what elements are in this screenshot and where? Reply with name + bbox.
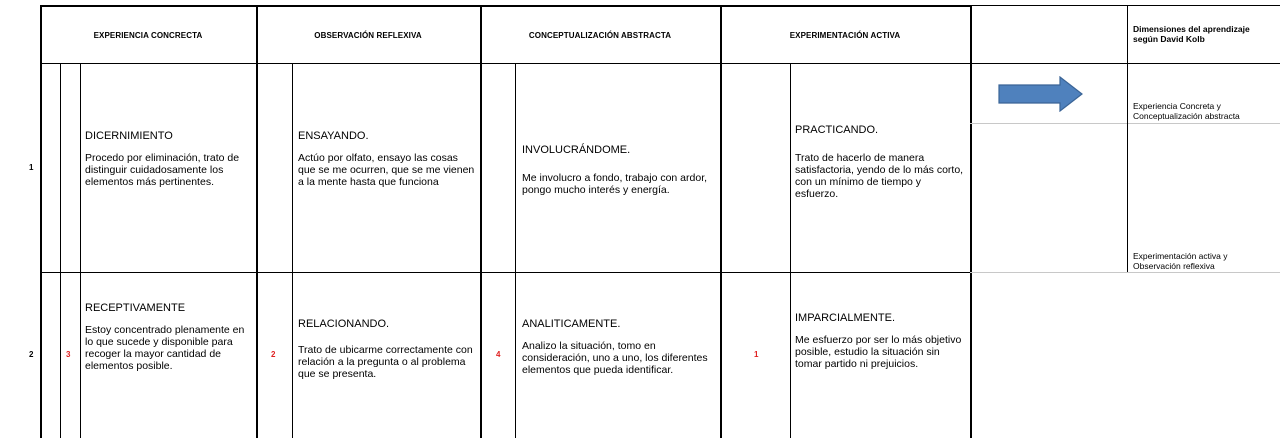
cell-title: RECEPTIVAMENTE <box>85 302 186 314</box>
cell-text: Estoy concentrado plenamente en lo que sucede y disponible para recoger la mayor cantidad de elementos posible. <box>85 324 245 372</box>
cell-text: Me esfuerzo por ser lo más objetivo posible, estudio la situación sin tomar partido ni prejuicios. <box>795 334 962 370</box>
cell-title: DICERNIMIENTO <box>85 130 173 142</box>
score-analiticamente: 4 <box>496 350 501 359</box>
cell-title: IMPARCIALMENTE. <box>795 312 896 324</box>
cell-receptivamente <box>85 302 253 372</box>
row-number-1: 1 <box>29 163 34 172</box>
cell-analiticamente <box>522 318 714 376</box>
score-receptivamente: 3 <box>66 350 71 359</box>
cell-title: ANALITICAMENTE. <box>522 318 621 330</box>
header-observacion-reflexiva: OBSERVACIÓN REFLEXIVA <box>314 31 422 40</box>
score-imparcialmente: 1 <box>754 350 759 359</box>
header-conceptualizacion-abstracta: CONCEPTUALIZACIÓN ABSTRACTA <box>528 31 672 40</box>
cell-text: Trato de ubicarme correctamente con relación a la pregunta o al problema que se presenta. <box>298 344 473 380</box>
cell-ensayando <box>298 130 476 188</box>
cell-text: Analizo la situación, tomo en consideración, uno a uno, los diferentes elementos que pueda identificar. <box>522 340 708 376</box>
cell-title: RELACIONANDO. <box>298 318 390 330</box>
cell-title: PRACTICANDO. <box>795 124 879 136</box>
header-experimentacion-activa: EXPERIMENTACIÓN ACTIVA <box>789 31 901 40</box>
cell-dicernimiento <box>85 130 253 188</box>
arrow-right-icon <box>998 76 1084 112</box>
cell-text: Trato de hacerlo de manera satisfactoria, yendo de lo más corto, con un mínimo de tiempo y esfuerzo. <box>795 152 964 200</box>
sidebar-title: Dimensiones del aprendizaje según David Kolb <box>1133 24 1250 44</box>
row-number-2: 2 <box>29 350 34 359</box>
cell-text: Actúo por olfato, ensayo las cosas que se me ocurren, que se me vienen a la mente hasta que funciona <box>298 152 475 188</box>
sidebar-item-activa-reflexiva: Experimentación activa y Observación reflexiva <box>1133 251 1228 271</box>
cell-practicando <box>795 124 967 200</box>
cell-title: INVOLUCRÁNDOME. <box>522 144 631 156</box>
header-experiencia-concreta: EXPERIENCIA CONCRECTA <box>93 31 203 40</box>
cell-relacionando <box>298 318 478 380</box>
sidebar-item-concreta-abstracta: Experiencia Concreta y Conceptualización abstracta <box>1133 101 1240 121</box>
cell-involucrandome <box>522 144 714 196</box>
cell-text: Procedo por eliminación, trato de distinguir cuidadosamente los elementos más pertinentes. <box>85 152 240 188</box>
cell-text: Me involucro a fondo, trabajo con ardor, pongo mucho interés y energía. <box>522 172 708 196</box>
score-relacionando: 2 <box>271 350 276 359</box>
cell-imparcialmente <box>795 312 967 370</box>
cell-title: ENSAYANDO. <box>298 130 369 142</box>
